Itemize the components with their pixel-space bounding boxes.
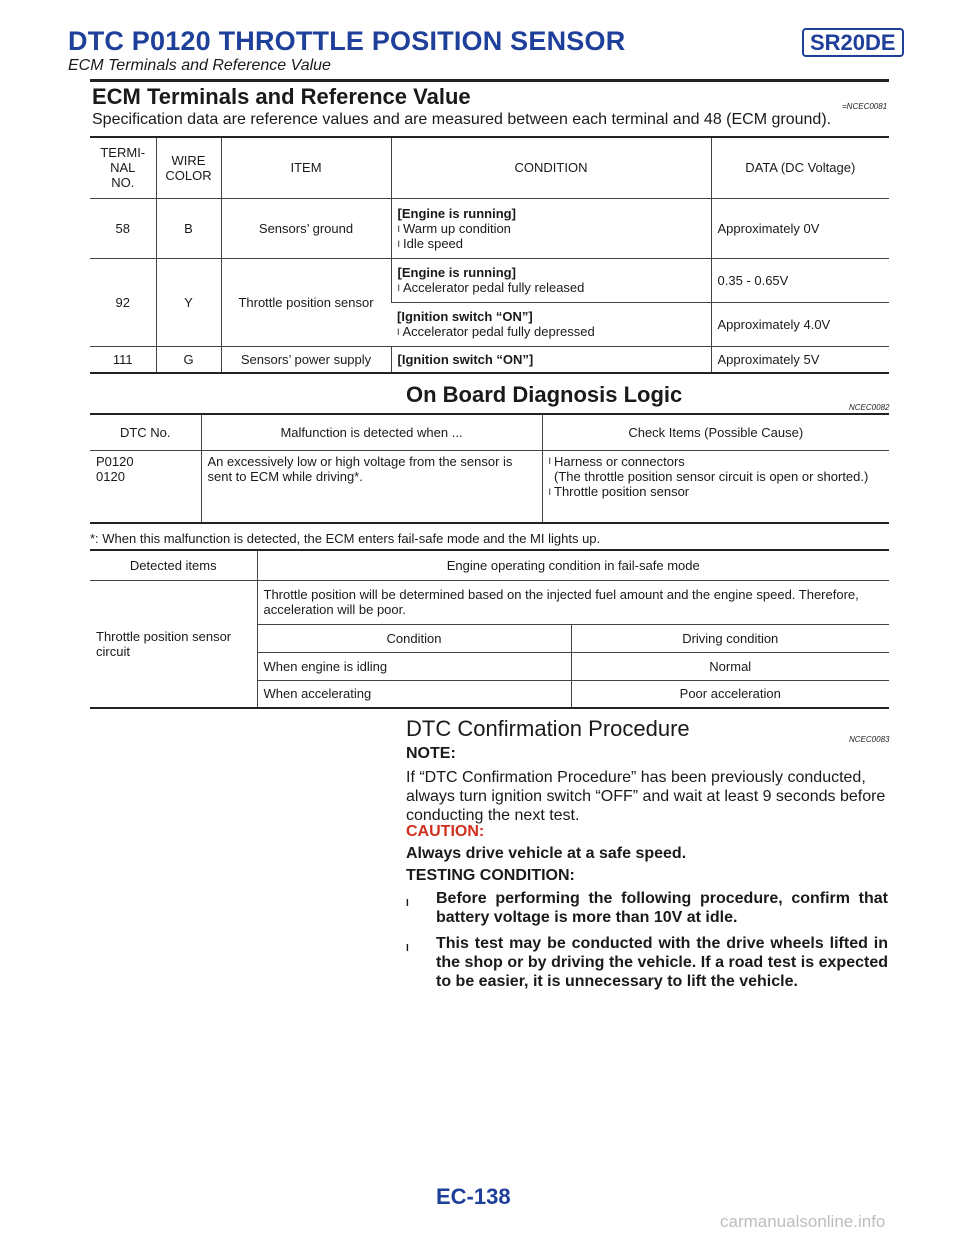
col-header-malfunction: Malfunction is detected when ...: [201, 414, 542, 450]
condition: When accelerating: [257, 680, 571, 708]
terminal-no: 58: [90, 198, 156, 258]
table-header-row: [90, 414, 889, 450]
item: Sensors’ ground: [221, 198, 391, 258]
condition: [391, 198, 711, 258]
dtc-code: P0120: [96, 453, 134, 469]
col-header-driving-condition: Driving condition: [571, 624, 889, 652]
note-label: NOTE:: [406, 745, 456, 762]
bullet-icon: I: [397, 223, 401, 234]
table-header-row: [90, 550, 889, 580]
note-text: If “DTC Confirmation Procedure” has been previously conducted, always turn ignition switch “OFF” and wait at least 9 seconds before conducting the next test.: [406, 769, 886, 824]
col-header-data: DATA (DC Voltage): [711, 137, 889, 198]
driving-condition: Normal: [571, 652, 889, 680]
dtc-code: 0120: [96, 468, 125, 484]
testing-bullet: I Before performing the following procedure, confirm that battery voltage is more than 10V at idle.: [406, 890, 888, 926]
wire-color: B: [156, 198, 221, 258]
page-header-title: DTC P0120 THROTTLE POSITION SENSOR: [68, 26, 626, 56]
driving-condition: Poor acceleration: [571, 680, 889, 708]
malfunction-description: An excessively low or high voltage from the sensor is sent to ECM while driving*.: [201, 450, 542, 523]
col-header-dtc: DTC No.: [119, 424, 171, 440]
check-items: [542, 450, 889, 523]
bullet-icon: I: [406, 943, 409, 954]
bullet-icon: I: [548, 455, 552, 466]
condition-heading: [Engine is running]: [397, 205, 516, 221]
data-value: 0.35 - 0.65V: [711, 258, 889, 302]
section-title-diagnosis-logic: On Board Diagnosis Logic: [406, 382, 683, 407]
caution-label: CAUTION:: [406, 823, 485, 840]
table-row: [90, 258, 889, 302]
page-number: EC-138: [436, 1184, 511, 1209]
condition: [391, 258, 711, 302]
table-row: [90, 198, 889, 258]
col-header-terminal: TERMI- NAL NO.: [100, 145, 146, 191]
col-header-wire-color: WIRE COLOR: [156, 137, 221, 198]
table-row: [90, 450, 889, 523]
header-divider: [90, 79, 889, 82]
condition-bullet: I Accelerator pedal fully depressed: [397, 324, 595, 339]
section-title-dtc-confirmation: DTC Confirmation Procedure: [406, 716, 690, 741]
data-value: Approximately 4.0V: [711, 302, 889, 346]
table-header-row: [90, 137, 889, 198]
terminal-no: 111: [90, 346, 156, 373]
condition-heading: [Engine is running]: [397, 265, 516, 280]
condition: [Ignition switch “ON”]: [391, 346, 711, 373]
dtc-number: [90, 450, 201, 523]
section-code: =NCEC0081: [842, 102, 888, 111]
check-item: I Throttle position sensor: [548, 483, 690, 499]
bullet-icon: I: [406, 898, 409, 909]
condition-heading: [Ignition switch “ON”]: [397, 309, 533, 324]
terminal-no: 92: [90, 258, 156, 346]
bullet-icon: I: [397, 238, 401, 249]
condition-bullet: I Warm up condition: [397, 220, 511, 236]
watermark: carmanualsonline.info: [720, 1212, 886, 1231]
section-title-ecm-terminals: ECM Terminals and Reference Value: [92, 84, 471, 109]
item: Throttle position sensor: [221, 258, 391, 346]
engine-model-badge: SR20DE: [802, 28, 904, 57]
col-header-item: ITEM: [221, 137, 391, 198]
check-item: I Harness or connectors (The throttle position sensor circuit is open or shorted.): [548, 453, 869, 484]
col-header-engine-condition: Engine operating condition in fail-safe mode: [257, 550, 889, 580]
wire-color: Y: [156, 258, 221, 346]
failsafe-footnote: *: When this malfunction is detected, the ECM enters fail-safe mode and the MI lights up.: [90, 531, 601, 546]
col-header-condition: Condition: [257, 624, 571, 652]
failsafe-description: Throttle position will be determined based on the injected fuel amount and the engine speed. Therefore, acceleration will be poor.: [257, 580, 889, 624]
page-header-subtitle: ECM Terminals and Reference Value: [68, 57, 331, 74]
bullet-icon: I: [397, 283, 401, 293]
condition: When engine is idling: [257, 652, 571, 680]
table-row: [90, 346, 889, 373]
failsafe-table: [90, 549, 889, 709]
detected-item: Throttle position sensor circuit: [90, 580, 257, 708]
testing-bullet: I This test may be conducted with the drive wheels lifted in the shop or by driving the vehicle. If a road test is expected to be easier, it is unnecessary to lift the vehicle.: [406, 935, 888, 990]
section-code: NCEC0082: [849, 403, 890, 412]
condition-bullet: I Idle speed: [397, 235, 464, 251]
condition: [391, 302, 711, 346]
data-value: Approximately 5V: [711, 346, 889, 373]
bullet-icon: I: [548, 486, 552, 497]
col-header-detected-items: Detected items: [129, 557, 217, 573]
wire-color: G: [156, 346, 221, 373]
bullet-icon: I: [397, 327, 400, 337]
testing-condition-label: TESTING CONDITION:: [406, 867, 575, 884]
section-code: NCEC0083: [849, 735, 890, 744]
item: Sensors’ power supply: [221, 346, 391, 373]
table-row: [90, 580, 889, 624]
caution-text: Always drive vehicle at a safe speed.: [406, 845, 687, 862]
col-header-check-items: Check Items (Possible Cause): [542, 414, 889, 450]
data-value: Approximately 0V: [711, 198, 889, 258]
ecm-terminals-table: [90, 136, 889, 374]
col-header-condition: CONDITION: [391, 137, 711, 198]
diagnosis-logic-table: [90, 413, 889, 524]
spec-note: Specification data are reference values and are measured between each terminal and 48 (ECM ground).: [92, 111, 832, 128]
condition-bullet: I Accelerator pedal fully released: [397, 280, 585, 295]
